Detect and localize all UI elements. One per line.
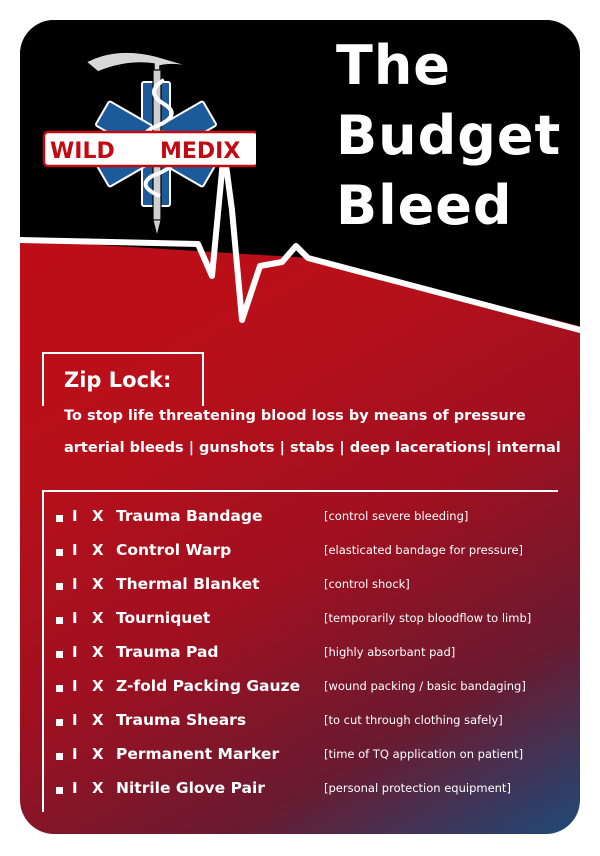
bullet-icon [56,787,63,794]
list-item [20,609,560,635]
bullet-icon [56,651,63,658]
item-quantity: I [72,609,78,627]
list-item [20,575,560,601]
item-name: Control Warp [116,541,232,559]
bullet-icon [56,753,63,760]
kit-name: Zip Lock: [64,368,172,392]
item-times: X [92,575,104,593]
title-line-3: Bleed [336,174,513,237]
item-name: Thermal Blanket [116,575,260,593]
item-times: X [92,677,104,695]
list-item [20,779,560,805]
item-note: [personal protection equipment] [324,781,511,795]
item-note: [control severe bleeding] [324,509,469,523]
item-note: [wound packing / basic bandaging] [324,679,526,693]
kit-uses: arterial bleeds | gunshots | stabs | deep lacerations| internal [64,440,561,456]
list-item [20,507,560,533]
item-note: [temporarily stop bloodflow to limb] [324,611,532,625]
item-name: Trauma Shears [116,711,247,729]
wildmedix-logo [36,40,256,240]
title-line-2: Budget [336,104,562,167]
item-times: X [92,507,104,525]
item-times: X [92,711,104,729]
item-times: X [92,779,104,797]
item-note: [control shock] [324,577,410,591]
list-item [20,677,560,703]
item-times: X [92,541,104,559]
item-note: [to cut through clothing safely] [324,713,503,727]
item-times: X [92,609,104,627]
list-item [20,745,560,771]
poster-card [20,20,580,834]
item-name: Tourniquet [116,609,211,627]
list-item [20,541,560,567]
item-quantity: I [72,643,78,661]
item-quantity: I [72,507,78,525]
kit-purpose: To stop life threatening blood loss by means of pressure [64,408,526,424]
logo-text-wild: WILD [50,139,115,164]
bullet-icon [56,617,63,624]
bullet-icon [56,549,63,556]
item-quantity: I [72,711,78,729]
list-item [20,643,560,669]
logo-text-medix: MEDIX [160,139,241,164]
item-quantity: I [72,677,78,695]
item-name: Permanent Marker [116,745,280,763]
item-times: X [92,643,104,661]
item-quantity: I [72,575,78,593]
bullet-icon [56,685,63,692]
item-name: Z-fold Packing Gauze [116,677,301,695]
item-quantity: I [72,745,78,763]
title-line-1: The [336,34,451,97]
item-times: X [92,745,104,763]
bullet-icon [56,515,63,522]
item-quantity: I [72,779,78,797]
item-name: Trauma Pad [116,643,219,661]
bullet-icon [56,719,63,726]
item-name: Nitrile Glove Pair [116,779,265,797]
item-note: [highly absorbant pad] [324,645,456,659]
item-quantity: I [72,541,78,559]
bullet-icon [56,583,63,590]
item-note: [time of TQ application on patient] [324,747,524,761]
item-name: Trauma Bandage [116,507,263,525]
item-note: [elasticated bandage for pressure] [324,543,524,557]
list-item [20,711,560,737]
